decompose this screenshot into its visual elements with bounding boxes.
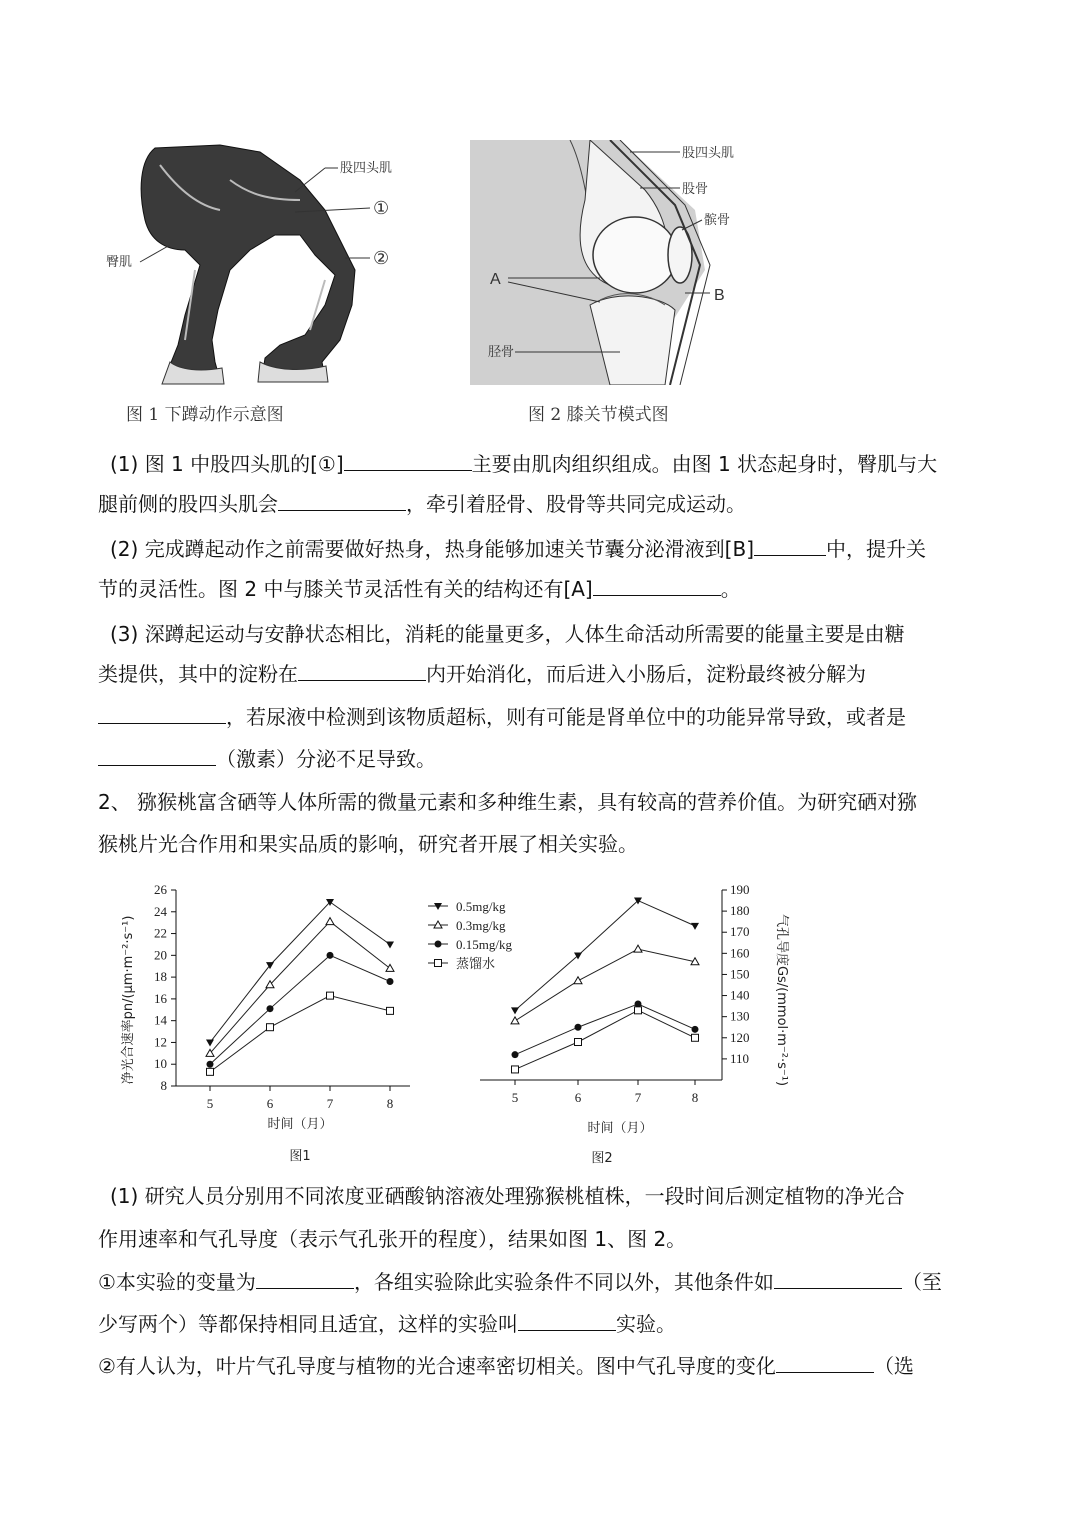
series-line (515, 1010, 695, 1069)
chart-1-net-photosynthesis (120, 882, 410, 1164)
y-tick-label: 24 (154, 903, 167, 919)
data-point (512, 1051, 519, 1058)
q2-sub1-line1: ①本实验的变量为 ，各组实验除此实验条件不同以外，其他条件如 （至 (98, 1270, 942, 1294)
fig1-label-gluteus: 臀肌 (106, 255, 133, 270)
q1-part2-line1: (2) 完成蹲起动作之前需要做好热身，热身能够加速关节囊分泌滑液到[B] 中，提升关 (110, 537, 927, 561)
series-line (210, 902, 390, 1042)
photosynthesis-charts (110, 870, 810, 1170)
fig2-label-patella: 髌骨 (704, 213, 731, 228)
x-tick-label: 6 (574, 1090, 582, 1105)
chart1-title: 图1 (289, 1149, 311, 1164)
series-line (210, 922, 390, 1054)
data-point (635, 1007, 642, 1014)
fig2-label-quadriceps: 股四头肌 (682, 146, 735, 161)
y-tick-label: 22 (154, 925, 167, 941)
legend-marker (435, 941, 442, 948)
q1-part1-line1: (1) 图 1 中股四头肌的[①] 主要由肌肉组织组成。由图 1 状态起身时，臀肌与大 (110, 452, 938, 476)
fig1-label-quadriceps: 股四头肌 (340, 161, 393, 176)
x-tick-label: 5 (511, 1090, 519, 1105)
q2-intro-line2: 猴桃片光合作用和果实品质的影响，研究者开展了相关实验。 (98, 832, 638, 856)
y-tick-label: 190 (730, 882, 750, 897)
answer-blank[interactable] (593, 575, 721, 596)
q2-sub2-line1: ②有人认为，叶片气孔导度与植物的光合速率密切相关。图中气孔导度的变化 （选 (98, 1354, 914, 1378)
y-tick-label: 26 (154, 882, 167, 897)
answer-blank[interactable] (518, 1310, 616, 1331)
answer-blank[interactable] (774, 1268, 902, 1289)
q1-part3-line2: 类提供，其中的淀粉在 内开始消化，而后进入小肠后，淀粉最终被分解为 (98, 662, 866, 686)
chart-2-stomatal-conductance (480, 882, 790, 1166)
answer-blank[interactable] (344, 450, 472, 471)
chart-legend (428, 899, 512, 971)
data-point (692, 1034, 699, 1041)
x-tick-label: 7 (634, 1090, 642, 1105)
chart2-xlabel: 时间（月） (587, 1121, 653, 1136)
y-tick-label: 12 (154, 1034, 167, 1050)
series-line (210, 955, 390, 1064)
fig2-label-tibia: 胫骨 (488, 345, 515, 360)
squat-legs-drawing (141, 145, 355, 384)
legend-label: 0.5mg/kg (456, 899, 506, 914)
answer-blank[interactable] (98, 703, 226, 724)
fig2-caption: 图 2 膝关节模式图 (528, 405, 669, 425)
figure-1-squat-illustration (100, 140, 410, 390)
y-tick-label: 160 (730, 945, 750, 961)
x-tick-label: 7 (326, 1096, 334, 1111)
legend-marker (435, 960, 442, 967)
data-point (634, 945, 642, 952)
data-point (574, 977, 582, 984)
y-tick-label: 20 (154, 947, 167, 963)
data-point (691, 923, 699, 930)
data-point (512, 1066, 519, 1073)
fig2-label-A: A (490, 271, 501, 288)
q1-part3-line1: (3) 深蹲起运动与安静状态相比，消耗的能量更多，人体生命活动所需要的能量主要是由糖 (110, 622, 905, 646)
legend-label: 蒸馏水 (456, 956, 496, 971)
y-tick-label: 150 (730, 966, 750, 982)
q1-part1-line2: 腿前侧的股四头肌会 ，牵引着胫骨、股骨等共同完成运动。 (98, 492, 746, 516)
figure-2-knee-joint-model (470, 140, 770, 385)
y-tick-label: 180 (730, 903, 750, 919)
q1-part3-line4: （激素）分泌不足导致。 (98, 745, 436, 773)
fig1-label-1: ① (373, 198, 390, 219)
data-point (575, 1024, 582, 1031)
y-tick-label: 14 (154, 1012, 167, 1028)
data-point (386, 964, 394, 971)
answer-blank[interactable] (298, 660, 426, 681)
chart1-xlabel: 时间（月） (267, 1117, 333, 1132)
y-tick-label: 140 (730, 987, 750, 1003)
answer-blank[interactable] (98, 745, 216, 766)
series-line (515, 949, 695, 1021)
data-point (327, 952, 334, 959)
data-point (207, 1068, 214, 1075)
q2-sub1-line2: 少写两个）等都保持相同且适宜，这样的实验叫 实验。 (98, 1312, 676, 1336)
answer-blank[interactable] (754, 535, 826, 556)
data-point (387, 978, 394, 985)
x-tick-label: 6 (266, 1096, 274, 1111)
chart2-title: 图2 (591, 1151, 613, 1166)
legend-label: 0.15mg/kg (456, 937, 512, 952)
q1-part3-line3: ，若尿液中检测到该物质超标，则有可能是肾单位中的功能异常导致，或者是 (98, 703, 906, 731)
q2-part1-line2: 作用速率和气孔导度（表示气孔张开的程度），结果如图 1、图 2。 (98, 1227, 687, 1251)
y-tick-label: 18 (154, 969, 167, 985)
legend-label: 0.3mg/kg (456, 918, 506, 933)
series-line (515, 1004, 695, 1055)
y-tick-label: 16 (154, 990, 167, 1006)
chart2-ylabel: 气孔导度Gs/(mmol·m⁻²·s⁻¹) (774, 913, 789, 1087)
fig2-label-B: B (714, 287, 725, 304)
y-tick-label: 130 (730, 1008, 750, 1024)
fig1-caption: 图 1 下蹲动作示意图 (126, 405, 284, 425)
q2-part1-line1: (1) 研究人员分别用不同浓度亚硒酸钠溶液处理猕猴桃植株，一段时间后测定植物的净光合 (110, 1184, 905, 1208)
y-tick-label: 8 (160, 1078, 167, 1093)
answer-blank[interactable] (278, 490, 406, 511)
y-tick-label: 120 (730, 1029, 750, 1045)
x-tick-label: 8 (691, 1090, 699, 1105)
answer-blank[interactable] (256, 1268, 354, 1289)
answer-blank[interactable] (776, 1352, 874, 1373)
chart1-ylabel: 净光合速率pn/(μm·m⁻²·s⁻¹) (121, 915, 136, 1085)
data-point (327, 992, 334, 999)
data-point (206, 1039, 214, 1046)
x-tick-label: 5 (206, 1096, 214, 1111)
data-point (387, 1007, 394, 1014)
fig1-label-2: ② (373, 248, 390, 269)
data-point (511, 1007, 519, 1014)
q1-part2-line2: 节的灵活性。图 2 中与膝关节灵活性有关的结构还有[A] 。 (98, 577, 741, 601)
fig2-label-femur: 股骨 (682, 182, 709, 197)
data-point (386, 941, 394, 948)
data-point (575, 1039, 582, 1046)
data-point (267, 1024, 274, 1031)
y-tick-label: 170 (730, 924, 750, 940)
data-point (511, 1017, 519, 1024)
data-point (692, 1026, 699, 1033)
data-point (207, 1061, 214, 1068)
q2-intro-line1: 2、 猕猴桃富含硒等人体所需的微量元素和多种维生素，具有较高的营养价值。为研究硒对猕 (98, 790, 918, 814)
data-point (326, 918, 334, 925)
y-tick-label: 110 (730, 1050, 750, 1066)
x-tick-label: 8 (386, 1096, 394, 1111)
y-tick-label: 10 (154, 1056, 167, 1072)
data-point (267, 1005, 274, 1012)
